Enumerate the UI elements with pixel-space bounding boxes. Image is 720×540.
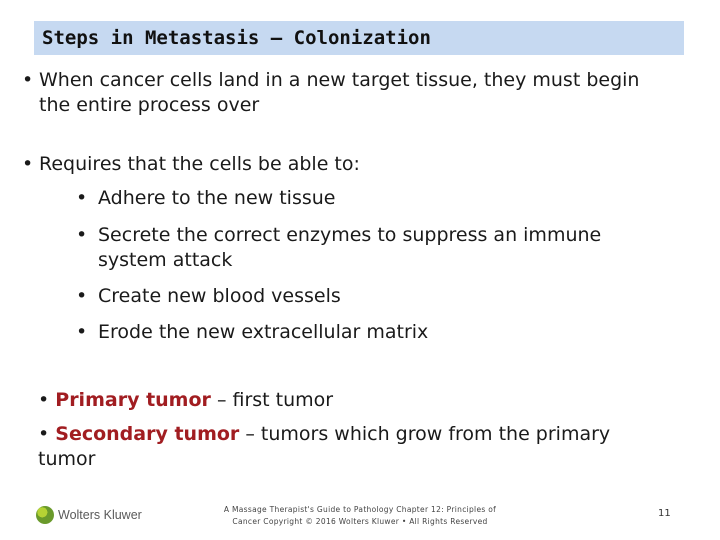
bullet-item-2 <box>22 152 662 177</box>
sub-bullet-text: Adhere to the new tissue <box>98 187 336 209</box>
footer-citation: A Massage Therapist's Guide to Pathology Chapter 12: Principles of Cancer Copyright © 2016 Wolters Kluwer • All Rights Reserved <box>223 505 497 526</box>
sub-bullet-item-2 <box>76 223 636 273</box>
definition-term: Secondary tumor <box>55 423 240 445</box>
definition-marker: • <box>38 423 50 445</box>
slide-title-bar <box>34 21 684 55</box>
page-number: 11 <box>658 508 671 519</box>
definition-separator: – <box>239 423 261 445</box>
publisher-logo <box>36 506 142 524</box>
definition-text: tumors which grow from the primary tumor <box>38 423 611 470</box>
definition-term: Primary tumor <box>55 389 211 411</box>
definition-secondary-tumor <box>38 422 658 472</box>
definition-marker: • <box>38 389 50 411</box>
bullet-marker: • <box>22 69 34 91</box>
logo-text: Wolters Kluwer <box>58 508 142 522</box>
slide-title: Steps in Metastasis – Colonization <box>42 27 431 49</box>
bullet-marker: • <box>22 153 34 175</box>
bullet-text: When cancer cells land in a new target tissue, they must begin the entire process over <box>39 69 640 116</box>
sub-bullet-item-4 <box>76 320 636 345</box>
sub-bullet-text: Erode the new extracellular matrix <box>98 321 429 343</box>
bullet-text: Requires that the cells be able to: <box>39 153 360 175</box>
sub-bullet-text: Create new blood vessels <box>98 285 341 307</box>
sub-bullet-marker: • <box>76 224 88 246</box>
sub-bullet-marker: • <box>76 187 88 209</box>
definition-separator: – <box>210 389 233 411</box>
bullet-item-1 <box>22 68 662 118</box>
sub-bullet-item-1 <box>76 186 636 211</box>
sub-bullet-item-3 <box>76 284 636 309</box>
definition-primary-tumor <box>38 388 658 413</box>
sub-bullet-text: Secrete the correct enzymes to suppress an immune system attack <box>98 224 602 271</box>
wolters-kluwer-logo-icon <box>36 506 54 524</box>
sub-bullet-marker: • <box>76 285 88 307</box>
sub-bullet-marker: • <box>76 321 88 343</box>
definition-text: first tumor <box>232 389 334 411</box>
